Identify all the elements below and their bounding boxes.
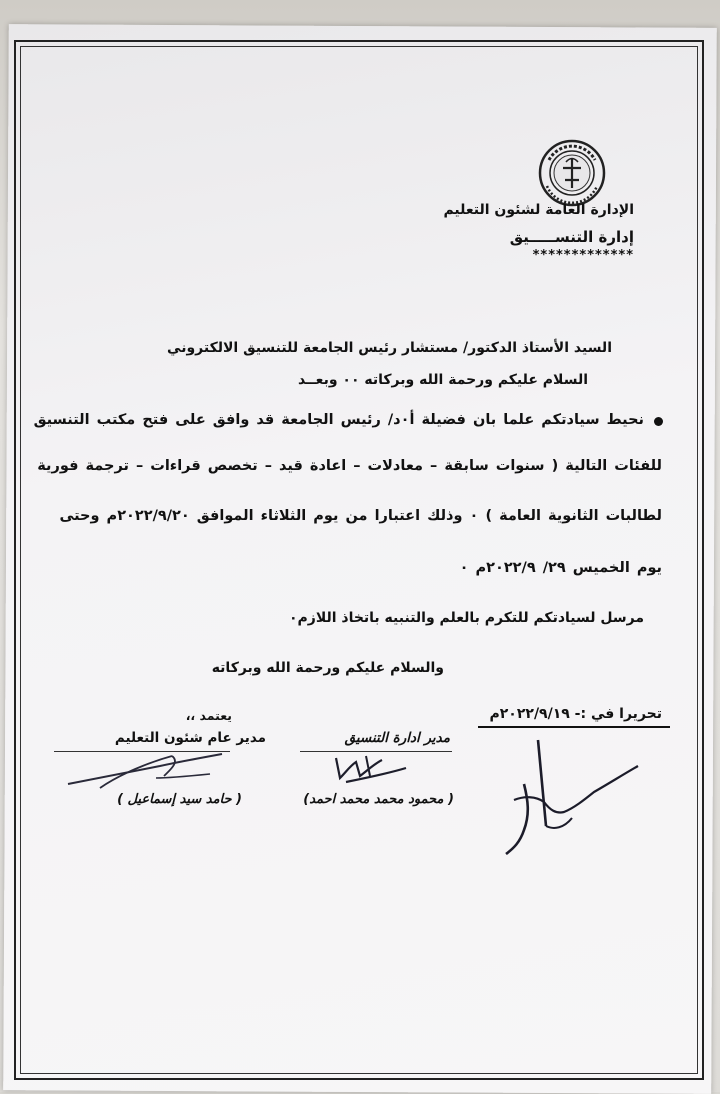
issue-date: تحريرا في :- ٢٠٢٢/٩/١٩م — [489, 706, 662, 722]
body-line-1: نحيط سيادتكم علما بان فضيلة أ٠د/ رئيس الجامعة قد وافق على فتح مكتب التنسيق — [33, 412, 644, 428]
coordination-manager-signature — [316, 748, 412, 792]
closing-greeting: والسلام عليكم ورحمة الله وبركاته — [211, 660, 444, 676]
body-line-3: لطالبات الثانوية العامة ) ٠ وذلك اعتبارا من يوم الثلاثاء الموافق ٢٠٢٢/٩/٢٠م وحتى — [59, 508, 662, 524]
issuer-signature — [484, 730, 648, 860]
general-manager-signature — [60, 748, 230, 796]
body-line-4: يوم الخميس ٢٩/ ٢٠٢٢/٩م ٠ — [459, 560, 662, 576]
approval-label: يعتمد ،، — [185, 708, 232, 723]
letter-greeting: السلام عليكم ورحمة الله وبركاته ٠٠ وبعــد — [298, 372, 588, 388]
general-manager-name: ( حامد سيد إسماعيل ) — [117, 792, 242, 807]
sub-department-heading: إدارة التنســـــيق — [509, 228, 634, 246]
coordination-manager-title: مدير ادارة التنسيق — [344, 730, 450, 746]
bullet-icon — [654, 417, 663, 426]
date-underline — [478, 726, 670, 728]
department-heading: الإدارة العامة لشئون التعليم — [443, 202, 634, 218]
closing-request: مرسل لسيادتكم للتكرم بالعلم والتنبيه باتخاذ اللازم٠ — [288, 610, 644, 626]
body-line-2: للفئات التالية ( سنوات سابقة – معادلات – اعادة قيد – تخصص قراءات – ترجمة فورية — [37, 458, 662, 474]
university-logo — [537, 138, 607, 208]
general-manager-title: مدير عام شئون التعليم — [114, 730, 266, 746]
coordination-manager-name: ( محمود محمد محمد احمد) — [303, 792, 454, 807]
header-divider: ************* — [532, 248, 634, 263]
letter-addressee: السيد الأستاذ الدكتور/ مستشار رئيس الجامعة للتنسيق الالكتروني — [167, 340, 612, 356]
